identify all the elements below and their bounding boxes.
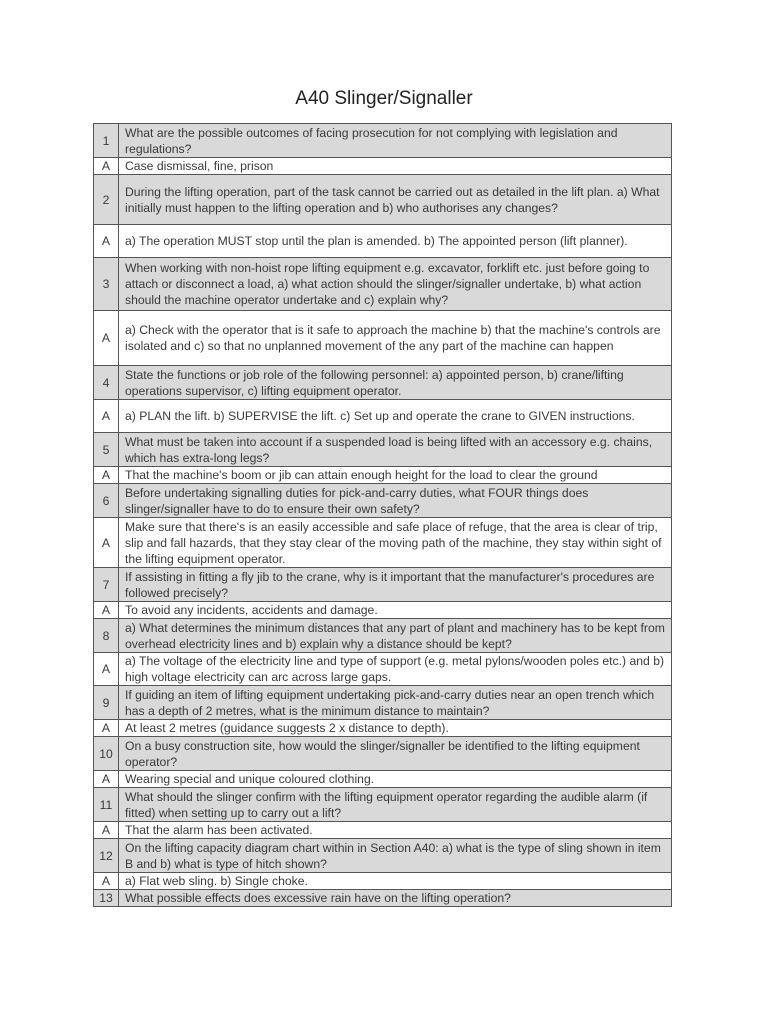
- question-text: If assisting in fitting a fly jib to the crane, why is it important that the manufacturer's procedures are followed precisely?: [119, 568, 672, 602]
- answer-row: [94, 467, 672, 484]
- question-row: [94, 788, 672, 822]
- question-number: 13: [94, 890, 119, 907]
- answer-text: Case dismissal, fine, prison: [119, 158, 672, 175]
- answer-marker: A: [94, 873, 119, 890]
- question-row: [94, 686, 672, 720]
- question-row: [94, 890, 672, 907]
- question-number: 5: [94, 433, 119, 467]
- answer-text: a) The voltage of the electricity line and type of support (e.g. metal pylons/wooden poles etc.) and b) high voltage electricity can arc across large gaps.: [119, 653, 672, 686]
- question-text: a) What determines the minimum distances that any part of plant and machinery has to be kept from overhead electricity lines and b) explain why a distance should be kept?: [119, 619, 672, 653]
- answer-text: To avoid any incidents, accidents and damage.: [119, 602, 672, 619]
- question-row: [94, 366, 672, 400]
- answer-row: [94, 873, 672, 890]
- answer-marker: A: [94, 400, 119, 433]
- answer-marker: A: [94, 518, 119, 568]
- answer-marker: A: [94, 158, 119, 175]
- answer-row: [94, 311, 672, 366]
- question-number: 7: [94, 568, 119, 602]
- answer-text: Wearing special and unique coloured clothing.: [119, 771, 672, 788]
- qa-table: [93, 123, 672, 907]
- answer-row: [94, 518, 672, 568]
- answer-marker: A: [94, 653, 119, 686]
- question-text: During the lifting operation, part of the task cannot be carried out as detailed in the lift plan. a) What initially must happen to the lifting operation and b) who authorises any changes?: [119, 175, 672, 225]
- answer-marker: A: [94, 311, 119, 366]
- question-row: [94, 124, 672, 158]
- question-number: 11: [94, 788, 119, 822]
- answer-text: Make sure that there's is an easily accessible and safe place of refuge, that the area is clear of trip, slip and fall hazards, that they stay clear of the moving path of the machine, they stay within sight of the lifting equipment operator.: [119, 518, 672, 568]
- question-text: Before undertaking signalling duties for pick-and-carry duties, what FOUR things does slinger/signaller have to do to ensure their own safety?: [119, 484, 672, 518]
- question-row: [94, 433, 672, 467]
- question-text: On a busy construction site, how would the slinger/signaller be identified to the lifting equipment operator?: [119, 737, 672, 771]
- question-row: [94, 619, 672, 653]
- question-number: 10: [94, 737, 119, 771]
- question-text: If guiding an item of lifting equipment undertaking pick-and-carry duties near an open trench which has a depth of 2 metres, what is the minimum distance to maintain?: [119, 686, 672, 720]
- question-text: What possible effects does excessive rain have on the lifting operation?: [119, 890, 672, 907]
- qa-table-body: [94, 124, 672, 907]
- answer-row: [94, 771, 672, 788]
- answer-marker: A: [94, 771, 119, 788]
- question-row: [94, 175, 672, 225]
- question-number: 3: [94, 258, 119, 311]
- answer-row: [94, 602, 672, 619]
- answer-text: a) Check with the operator that is it safe to approach the machine b) that the machine's controls are isolated and c) so that no unplanned movement of the any part of the machine can happen: [119, 311, 672, 366]
- answer-text: a) PLAN the lift. b) SUPERVISE the lift. c) Set up and operate the crane to GIVEN instructions.: [119, 400, 672, 433]
- question-row: [94, 568, 672, 602]
- question-number: 8: [94, 619, 119, 653]
- answer-row: [94, 653, 672, 686]
- question-number: 4: [94, 366, 119, 400]
- answer-text: That the machine's boom or jib can attain enough height for the load to clear the ground: [119, 467, 672, 484]
- answer-row: [94, 720, 672, 737]
- answer-marker: A: [94, 822, 119, 839]
- question-row: [94, 737, 672, 771]
- answer-text: a) The operation MUST stop until the plan is amended. b) The appointed person (lift planner).: [119, 225, 672, 258]
- question-text: What are the possible outcomes of facing prosecution for not complying with legislation and regulations?: [119, 124, 672, 158]
- answer-marker: A: [94, 467, 119, 484]
- answer-marker: A: [94, 225, 119, 258]
- answer-row: [94, 225, 672, 258]
- answer-text: At least 2 metres (guidance suggests 2 x distance to depth).: [119, 720, 672, 737]
- question-row: [94, 839, 672, 873]
- question-number: 9: [94, 686, 119, 720]
- question-row: [94, 258, 672, 311]
- answer-row: [94, 822, 672, 839]
- question-number: 12: [94, 839, 119, 873]
- question-text: When working with non-hoist rope lifting equipment e.g. excavator, forklift etc. just before going to attach or disconnect a load, a) what action should the slinger/signaller undertake, b) what action should the machine operator undertake and c) explain why?: [119, 258, 672, 311]
- question-text: What should the slinger confirm with the lifting equipment operator regarding the audible alarm (if fitted) when setting up to carry out a lift?: [119, 788, 672, 822]
- answer-text: That the alarm has been activated.: [119, 822, 672, 839]
- answer-text: a) Flat web sling. b) Single choke.: [119, 873, 672, 890]
- page-title: A40 Slinger/Signaller: [295, 88, 473, 109]
- answer-marker: A: [94, 602, 119, 619]
- question-text: State the functions or job role of the following personnel: a) appointed person, b) crane/lifting operations supervisor, c) lifting equipment operator.: [119, 366, 672, 400]
- question-number: 1: [94, 124, 119, 158]
- question-number: 2: [94, 175, 119, 225]
- question-number: 6: [94, 484, 119, 518]
- answer-marker: A: [94, 720, 119, 737]
- question-text: On the lifting capacity diagram chart within in Section A40: a) what is the type of sling shown in item B and b) what is type of hitch shown?: [119, 839, 672, 873]
- answer-row: [94, 400, 672, 433]
- question-text: What must be taken into account if a suspended load is being lifted with an accessory e.g. chains, which has extra-long legs?: [119, 433, 672, 467]
- answer-row: [94, 158, 672, 175]
- question-row: [94, 484, 672, 518]
